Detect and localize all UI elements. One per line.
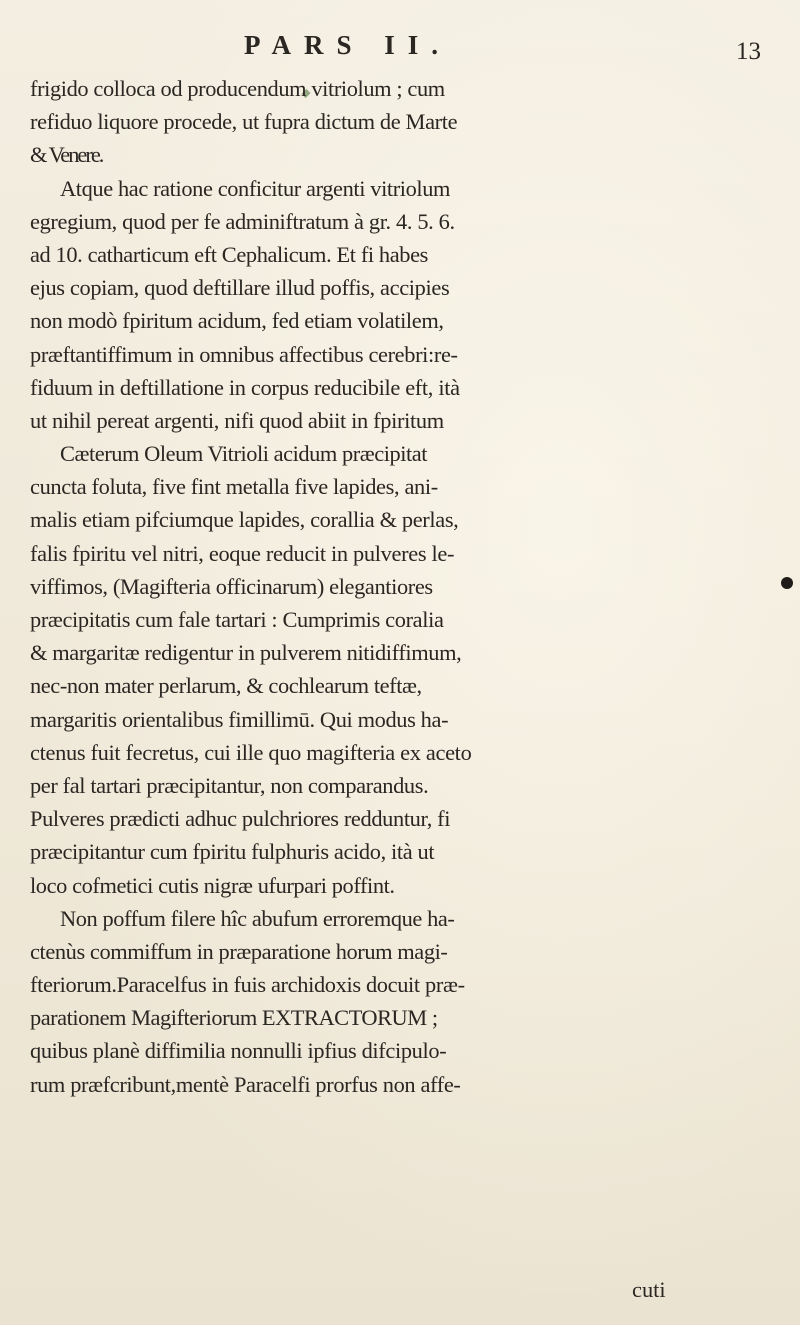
text-line: præcipitantur cum fpiritu fulphuris acido, ità ut <box>30 839 435 865</box>
text-line: fteriorum.Paracelfus in fuis archidoxis docuit præ- <box>30 972 465 998</box>
text-line: fiduum in deftillatione in corpus reducibile eft, ità <box>30 374 460 400</box>
text-line: refiduo liquore procede, ut fupra dictum de Marte <box>30 109 458 135</box>
text-line: ejus copiam, quod deftillare illud poffis, accipies <box>30 275 450 301</box>
page-number: 13 <box>736 38 761 65</box>
text-line: ctenùs commiffum in præparatione horum magi- <box>30 938 448 964</box>
text-line: Cæterum Oleum Vitrioli acidum præcipitat <box>60 441 428 467</box>
text-line: quibus planè diffimilia nonnulli ipfius difcipulo- <box>30 1038 447 1064</box>
text-line: falis fpiritu vel nitri, eoque reducit in pulveres le- <box>30 540 455 566</box>
text-line: parationem Magifteriorum EXTRACTORUM ; <box>30 1005 438 1031</box>
text-line: ut nihil pereat argenti, nifi quod abiit in fpiritum <box>30 407 444 433</box>
text-line: ctenus fuit fecretus, cui ille quo magifteria ex aceto <box>30 739 472 765</box>
text-line: per fal tartari præcipitantur, non comparandus. <box>30 772 429 798</box>
text-line: frigido colloca od producendum vitriolum ; cum <box>30 76 445 101</box>
body-text <box>30 72 790 1101</box>
text-line: præcipitatis cum fale tartari : Cumprimis coralia <box>30 607 444 632</box>
catchword: cuti <box>632 1277 666 1302</box>
text-line: Pulveres prædicti adhuc pulchriores redduntur, fi <box>30 806 451 832</box>
text-line: viffimos, (Magifteria officinarum) elegantiores <box>30 573 433 599</box>
text-line: & Venere. <box>30 142 103 168</box>
text-line: margaritis orientalibus fimillimū. Qui modus ha- <box>30 706 449 732</box>
text-line: malis etiam pifciumque lapides, corallia & perlas, <box>30 507 459 533</box>
text-line: rum præfcribunt,mentè Paracelfi prorfus non affe- <box>30 1071 461 1097</box>
text-line: præftantiffimum in omnibus affectibus cerebri:re- <box>30 341 458 367</box>
margin-dot <box>781 577 793 589</box>
running-head: PARS II. <box>244 30 452 60</box>
text-line: nec-non mater perlarum, & cochlearum teftæ, <box>30 673 422 699</box>
text-line: & margaritæ redigentur in pulverem nitidiffimum, <box>30 640 462 666</box>
text-line: non modò fpiritum acidum, fed etiam volatilem, <box>30 308 444 334</box>
text-line: Atque hac ratione conficitur argenti vitriolum <box>60 175 451 201</box>
page-header <box>0 24 800 64</box>
text-line: loco cofmetici cutis nigræ ufurpari poffint. <box>30 872 395 898</box>
text-line: Non poffum filere hîc abufum erroremque ha- <box>60 905 455 931</box>
text-line: ad 10. catharticum eft Cephalicum. Et fi habes <box>30 241 428 267</box>
text-line: egregium, quod per fe adminiftratum à gr. 4. 5. 6. <box>30 208 455 234</box>
text-line: cuncta foluta, five fint metalla five lapides, ani- <box>30 474 438 500</box>
